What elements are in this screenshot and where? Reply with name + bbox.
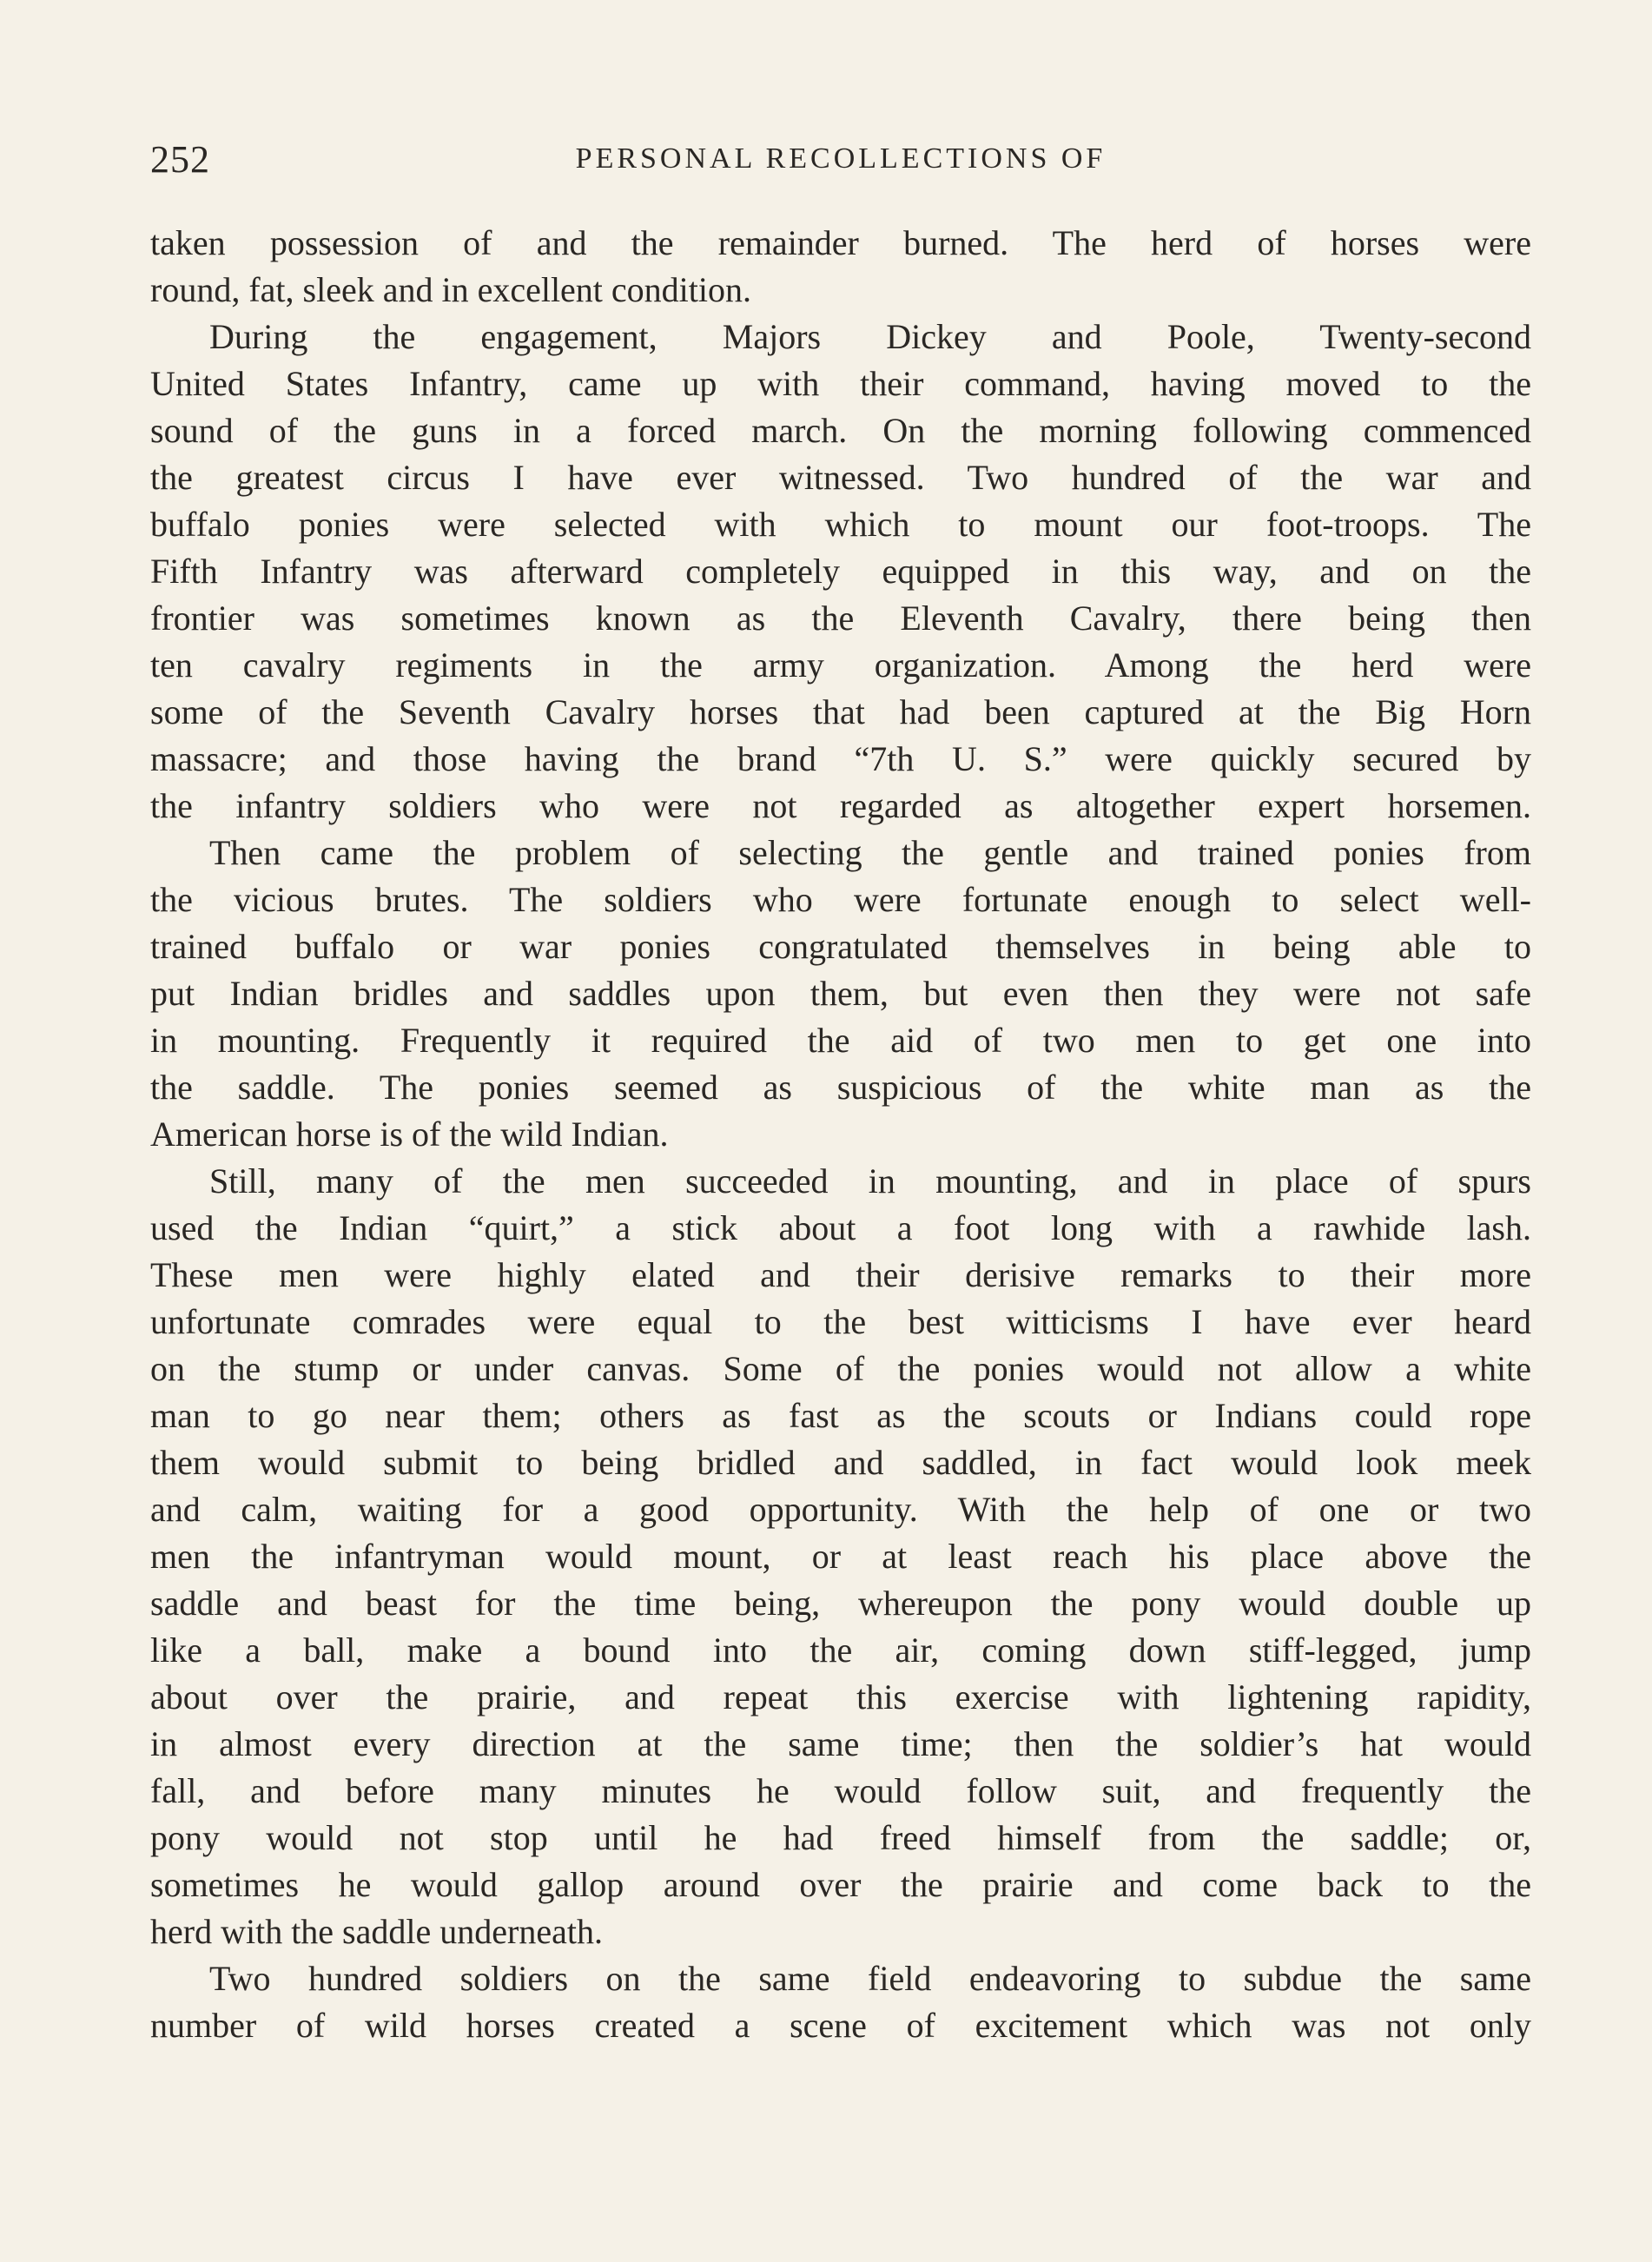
text-line: like a ball, make a bound into the air, coming down stiff-legged, jump: [150, 1630, 1531, 1670]
text-line: Fifth Infantry was afterward completely equipped in this way, and on the: [150, 552, 1531, 591]
text-line: men the infantryman would mount, or at least reach his place above the: [150, 1537, 1531, 1576]
text-line: sound of the guns in a forced march. On the morning following commenced: [150, 411, 1531, 450]
text-line: trained buffalo or war ponies congratulated themselves in being able to: [150, 927, 1531, 966]
text-line: ten cavalry regiments in the army organization. Among the herd were: [150, 645, 1531, 685]
text-line: the infantry soldiers who were not regarded as altogether expert horsemen.: [150, 786, 1531, 825]
text-line: frontier was sometimes known as the Eleventh Cavalry, there being then: [150, 599, 1531, 638]
text-line: pony would not stop until he had freed himself from the saddle; or,: [150, 1818, 1531, 1857]
text-line: taken possession of and the remainder burned. The herd of horses were: [150, 223, 1531, 262]
text-line: Then came the problem of selecting the gentle and trained ponies from: [209, 833, 1531, 872]
text-line: Still, many of the men succeeded in mounting, and in place of spurs: [209, 1161, 1531, 1200]
text-line: These men were highly elated and their derisive remarks to their more: [150, 1255, 1531, 1294]
text-line: unfortunate comrades were equal to the best witticisms I have ever heard: [150, 1302, 1531, 1341]
text-line: some of the Seventh Cavalry horses that had been captured at the Big Horn: [150, 692, 1531, 731]
text-line: buffalo ponies were selected with which to mount our foot-troops. The: [150, 505, 1531, 544]
running-title: PERSONAL RECOLLECTIONS OF: [575, 142, 1107, 175]
text-line: saddle and beast for the time being, whereupon the pony would double up: [150, 1584, 1531, 1623]
text-line: United States Infantry, came up with their command, having moved to the: [150, 364, 1531, 403]
text-line: man to go near them; others as fast as the scouts or Indians could rope: [150, 1396, 1531, 1435]
text-line: in almost every direction at the same time; then the soldier’s hat would: [150, 1724, 1531, 1763]
text-line: massacre; and those having the brand “7th U. S.” were quickly secured by: [150, 739, 1531, 778]
running-head: [150, 137, 1531, 189]
text-line: round, fat, sleek and in excellent condition.: [150, 270, 752, 309]
text-line: herd with the saddle underneath.: [150, 1912, 603, 1951]
text-line: the saddle. The ponies seemed as suspicious of the white man as the: [150, 1068, 1531, 1107]
text-line: number of wild horses created a scene of excitement which was not only: [150, 2006, 1531, 2045]
text-line: put Indian bridles and saddles upon them, but even then they were not safe: [150, 974, 1531, 1013]
text-line: and calm, waiting for a good opportunity. With the help of one or two: [150, 1490, 1531, 1529]
text-line: During the engagement, Majors Dickey and Poole, Twenty-second: [209, 317, 1531, 356]
page-number: 252: [150, 138, 210, 181]
text-line: the vicious brutes. The soldiers who were fortunate enough to select well-: [150, 880, 1531, 919]
text-line: fall, and before many minutes he would follow suit, and frequently the: [150, 1771, 1531, 1810]
text-line: the greatest circus I have ever witnessed. Two hundred of the war and: [150, 458, 1531, 497]
text-line: sometimes he would gallop around over the prairie and come back to the: [150, 1865, 1531, 1904]
text-line: on the stump or under canvas. Some of the ponies would not allow a white: [150, 1349, 1531, 1388]
text-line: American horse is of the wild Indian.: [150, 1114, 669, 1154]
text-line: Two hundred soldiers on the same field endeavoring to subdue the same: [209, 1959, 1531, 1998]
text-line: in mounting. Frequently it required the aid of two men to get one into: [150, 1021, 1531, 1060]
body-text: [150, 220, 1531, 2096]
text-line: them would submit to being bridled and saddled, in fact would look meek: [150, 1443, 1531, 1482]
text-line: used the Indian “quirt,” a stick about a foot long with a rawhide lash.: [150, 1208, 1531, 1247]
text-line: about over the prairie, and repeat this exercise with lightening rapidity,: [150, 1677, 1531, 1716]
